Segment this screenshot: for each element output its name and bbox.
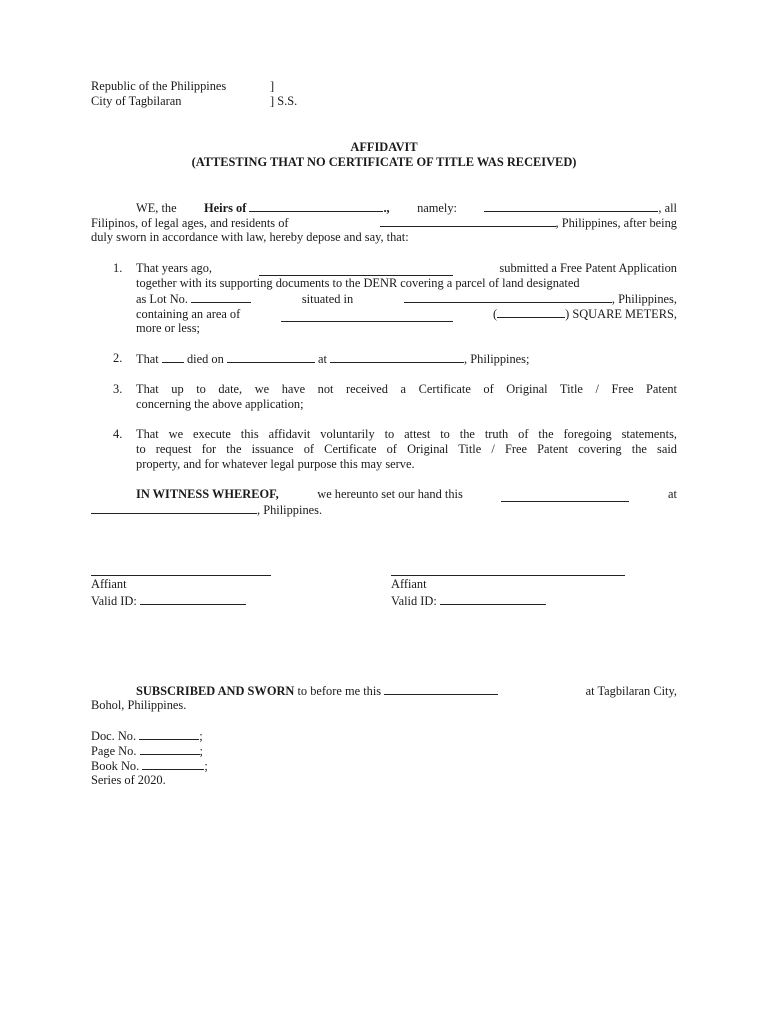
book-no-label: Book No. bbox=[91, 759, 140, 773]
item-1-line-3 bbox=[136, 291, 677, 307]
doc-no-blank[interactable] bbox=[139, 728, 199, 740]
item-1-lot-label: as Lot No. bbox=[136, 292, 188, 306]
applicant-name-blank[interactable] bbox=[259, 264, 453, 276]
item-1-philippines: , Philippines, bbox=[611, 292, 677, 306]
doc-no-semicolon: ; bbox=[199, 729, 203, 743]
deceased-blank[interactable] bbox=[162, 351, 184, 363]
item-1-line-2: together with its supporting documents to the DENR covering a parcel of land designated bbox=[136, 276, 580, 290]
left-valid-id-blank[interactable] bbox=[140, 593, 246, 605]
area-words-blank[interactable] bbox=[281, 310, 453, 322]
left-valid-id bbox=[91, 593, 246, 609]
book-no-blank[interactable] bbox=[142, 758, 204, 770]
intro-line-2 bbox=[91, 215, 677, 231]
residence-blank[interactable] bbox=[380, 215, 556, 227]
item-4-number: 4. bbox=[113, 427, 123, 441]
witness-bold: IN WITNESS WHEREOF, bbox=[136, 487, 279, 501]
item-2-line-1 bbox=[136, 351, 529, 367]
page-no-blank[interactable] bbox=[140, 743, 200, 755]
item-2-that: That bbox=[136, 352, 159, 366]
item-2-at: at bbox=[317, 352, 327, 366]
item-1-line-1 bbox=[136, 261, 677, 276]
jurat-bold: SUBSCRIBED AND SWORN bbox=[136, 684, 295, 698]
page-no-label: Page No. bbox=[91, 744, 137, 758]
right-signature-line[interactable] bbox=[391, 575, 625, 576]
intro-we: WE, the bbox=[136, 201, 177, 215]
series-year: Series of 2020. bbox=[91, 773, 166, 787]
item-1-situated: situated in bbox=[301, 292, 354, 306]
document-subtitle: (ATTESTING THAT NO CERTIFICATE OF TITLE WAS RECEIVED) bbox=[191, 155, 577, 169]
location-blank[interactable] bbox=[404, 291, 612, 303]
item-3-line-1: That up to date, we have not received a Certificate of Original Title / Free Patent bbox=[136, 382, 677, 396]
left-signature-line[interactable] bbox=[91, 575, 271, 576]
page-no-semicolon: ; bbox=[199, 744, 203, 758]
item-1-line-5: more or less; bbox=[136, 321, 201, 335]
witness-text: we hereunto set our hand this bbox=[317, 487, 463, 501]
intro-line-3: duly sworn in accordance with law, hereby depose and say, that: bbox=[91, 230, 409, 244]
item-2-number: 2. bbox=[113, 351, 123, 365]
item-1-text-a: That years ago, bbox=[136, 261, 213, 275]
death-date-blank[interactable] bbox=[227, 351, 315, 363]
witness-at: at bbox=[668, 487, 677, 501]
item-4-line-1: That we execute this affidavit voluntarily to attest to the truth of the foregoing statements, bbox=[136, 427, 677, 441]
item-2-philippines: , Philippines; bbox=[464, 352, 530, 366]
item-1-area-label: containing an area of bbox=[136, 307, 241, 321]
right-valid-id bbox=[391, 593, 546, 609]
witness-date-blank[interactable] bbox=[501, 490, 629, 502]
item-4-line-2: to request for the issuance of Certificate of Original Title / Free Patent covering the said bbox=[136, 442, 677, 456]
item-1-square-meters: ) SQUARE METERS, bbox=[565, 307, 677, 321]
witness-philippines: , Philippines. bbox=[257, 503, 323, 517]
book-no bbox=[91, 758, 208, 774]
caption-ss: ] S.S. bbox=[270, 94, 298, 108]
jurat-text: to before me this bbox=[297, 684, 382, 698]
intro-philippines: , Philippines, after being bbox=[555, 216, 677, 230]
witness-place-blank[interactable] bbox=[91, 502, 257, 514]
document-title: AFFIDAVIT bbox=[350, 140, 418, 154]
right-valid-id-label: Valid ID: bbox=[391, 594, 437, 608]
item-3-line-2: concerning the above application; bbox=[136, 397, 304, 411]
jurat-end: at Tagbilaran City, bbox=[585, 684, 677, 698]
right-affiant-label: Affiant bbox=[391, 577, 427, 591]
jurat-line-2: Bohol, Philippines. bbox=[91, 698, 187, 712]
lot-number-blank[interactable] bbox=[191, 291, 251, 303]
jurat-date-blank[interactable] bbox=[384, 683, 498, 695]
area-figure-blank[interactable] bbox=[497, 306, 565, 318]
witness-line-2 bbox=[91, 502, 322, 518]
intro-comma: ., bbox=[383, 201, 390, 215]
item-1-line-4 bbox=[136, 306, 677, 322]
book-no-semicolon: ; bbox=[204, 759, 208, 773]
intro-namely: namely: bbox=[417, 201, 457, 215]
item-4-line-3: property, and for whatever legal purpose this may serve. bbox=[136, 457, 415, 471]
left-valid-id-label: Valid ID: bbox=[91, 594, 137, 608]
caption-bracket-1: ] bbox=[270, 79, 275, 93]
doc-no-label: Doc. No. bbox=[91, 729, 137, 743]
death-place-blank[interactable] bbox=[330, 351, 464, 363]
intro-heirs-of: Heirs of bbox=[204, 201, 247, 215]
caption-city: City of Tagbilaran bbox=[91, 94, 182, 108]
witness-line-1 bbox=[136, 487, 677, 502]
item-3-number: 3. bbox=[113, 382, 123, 396]
heirs-name-blank[interactable] bbox=[249, 200, 383, 212]
item-1-paren-open: ( bbox=[492, 307, 498, 321]
doc-no bbox=[91, 728, 203, 744]
intro-residents: Filipinos, of legal ages, and residents of bbox=[91, 216, 289, 230]
item-1-number: 1. bbox=[113, 261, 123, 275]
intro-line-1 bbox=[136, 200, 677, 216]
caption-republic: Republic of the Philippines bbox=[91, 79, 227, 93]
page-no bbox=[91, 743, 203, 759]
item-2-died-on: died on bbox=[186, 352, 224, 366]
intro-all: , all bbox=[658, 201, 677, 215]
heirs-names-blank[interactable] bbox=[484, 200, 658, 212]
jurat-line-1 bbox=[136, 683, 677, 699]
item-1-text-b: submitted a Free Patent Application bbox=[499, 261, 677, 275]
left-affiant-label: Affiant bbox=[91, 577, 127, 591]
right-valid-id-blank[interactable] bbox=[440, 593, 546, 605]
